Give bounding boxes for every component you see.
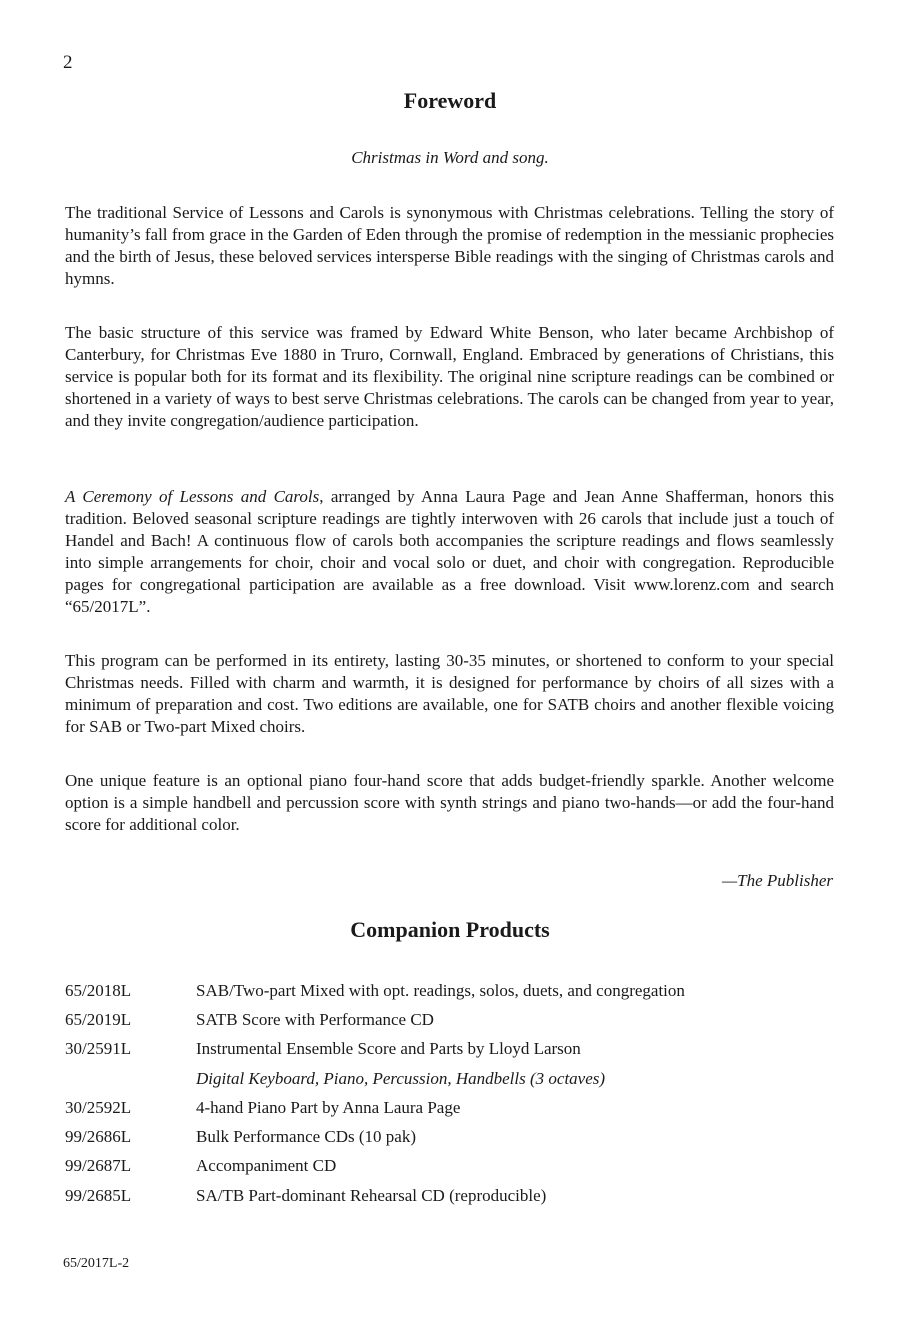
product-row: [65, 1122, 845, 1151]
product-row: [65, 1181, 845, 1210]
publisher-signature: —The Publisher: [722, 871, 833, 890]
foreword-subtitle: Christmas in Word and song.: [351, 148, 549, 167]
product-code: 30/2592L: [65, 1097, 132, 1117]
product-row: [65, 1064, 845, 1093]
product-code: 65/2019L: [65, 1009, 132, 1029]
product-row: [65, 976, 845, 1005]
paragraph-3-text: , arranged by Anna Laura Page and Jean Anne Shafferman, honors this tradition. Beloved seasonal scripture readings are tightly interwoven with 26 carols that include just a touch of Handel and Bach! A continuous flow of carols both accompanies the scripture readings and flows seamlessly into simple arrangements for choir, choir and vocal solo or duet, and choir with congregation. Reproducible pages for congregational participation are available as a free download. Visit www.lorenz.com and search “65/2017L”.: [65, 487, 835, 616]
product-code: 65/2018L: [65, 980, 132, 1000]
product-description: Instrumental Ensemble Score and Parts by Lloyd Larson: [196, 1039, 581, 1059]
work-title: A Ceremony of Lessons and Carols: [65, 487, 320, 506]
product-row: [65, 1005, 845, 1034]
product-description: Bulk Performance CDs (10 pak): [196, 1127, 417, 1147]
foreword-paragraph-1: The traditional Service of Lessons and Carols is synonymous with Christmas celebrations. Telling the story of humanity’s fall from grace in the Garden of Eden through the promise of redemption in the messianic prophecies and the birth of Jesus, these beloved services intersperse Bible readings with the singing of Christmas carols and hymns.: [65, 203, 834, 288]
companion-products-list: [65, 976, 845, 1210]
product-code: 99/2685L: [65, 1185, 132, 1205]
product-row: [65, 1035, 845, 1064]
product-description: SAB/Two-part Mixed with opt. readings, solos, duets, and congregation: [196, 980, 685, 1000]
product-description: Accompaniment CD: [196, 1156, 337, 1176]
footer-code: 65/2017L-2: [63, 1256, 130, 1271]
foreword-paragraph-5: One unique feature is an optional piano four-hand score that adds budget-friendly sparkle. Another welcome option is a simple handbell and percussion score with synth strings and piano two-hands—or add the four-hand score for additional color.: [65, 771, 834, 834]
product-description: Digital Keyboard, Piano, Percussion, Handbells (3 octaves): [196, 1068, 606, 1088]
product-row: [65, 1152, 845, 1181]
product-row: [65, 1093, 845, 1122]
foreword-title: Foreword: [403, 88, 497, 113]
page-number: 2: [63, 52, 73, 73]
product-description: SA/TB Part-dominant Rehearsal CD (reproducible): [196, 1185, 547, 1205]
product-code: 99/2687L: [65, 1156, 132, 1176]
foreword-paragraph-2: The basic structure of this service was framed by Edward White Benson, who later became Archbishop of Canterbury, for Christmas Eve 1880 in Truro, Cornwall, England. Embraced by generations of Christians, this service is popular both for its format and its flexibility. The original nine scripture readings can be combined or shortened in a variety of ways to best serve Christmas celebrations. The carols can be changed from year to year, and they invite congregation/audience participation.: [65, 323, 834, 430]
product-code: 99/2686L: [65, 1127, 132, 1147]
foreword-paragraph-4: This program can be performed in its entirety, lasting 30-35 minutes, or shortened to conform to your special Christmas needs. Filled with charm and warmth, it is designed for performance by choirs of all sizes with a minimum of preparation and cost. Two editions are available, one for SATB choirs and another flexible voicing for SAB or Two-part Mixed choirs.: [65, 651, 834, 736]
product-description: 4-hand Piano Part by Anna Laura Page: [196, 1097, 461, 1117]
companion-products-title: Companion Products: [350, 917, 550, 942]
product-description: SATB Score with Performance CD: [196, 1009, 434, 1029]
product-code: 30/2591L: [65, 1039, 132, 1059]
foreword-paragraph-3: [65, 486, 834, 618]
